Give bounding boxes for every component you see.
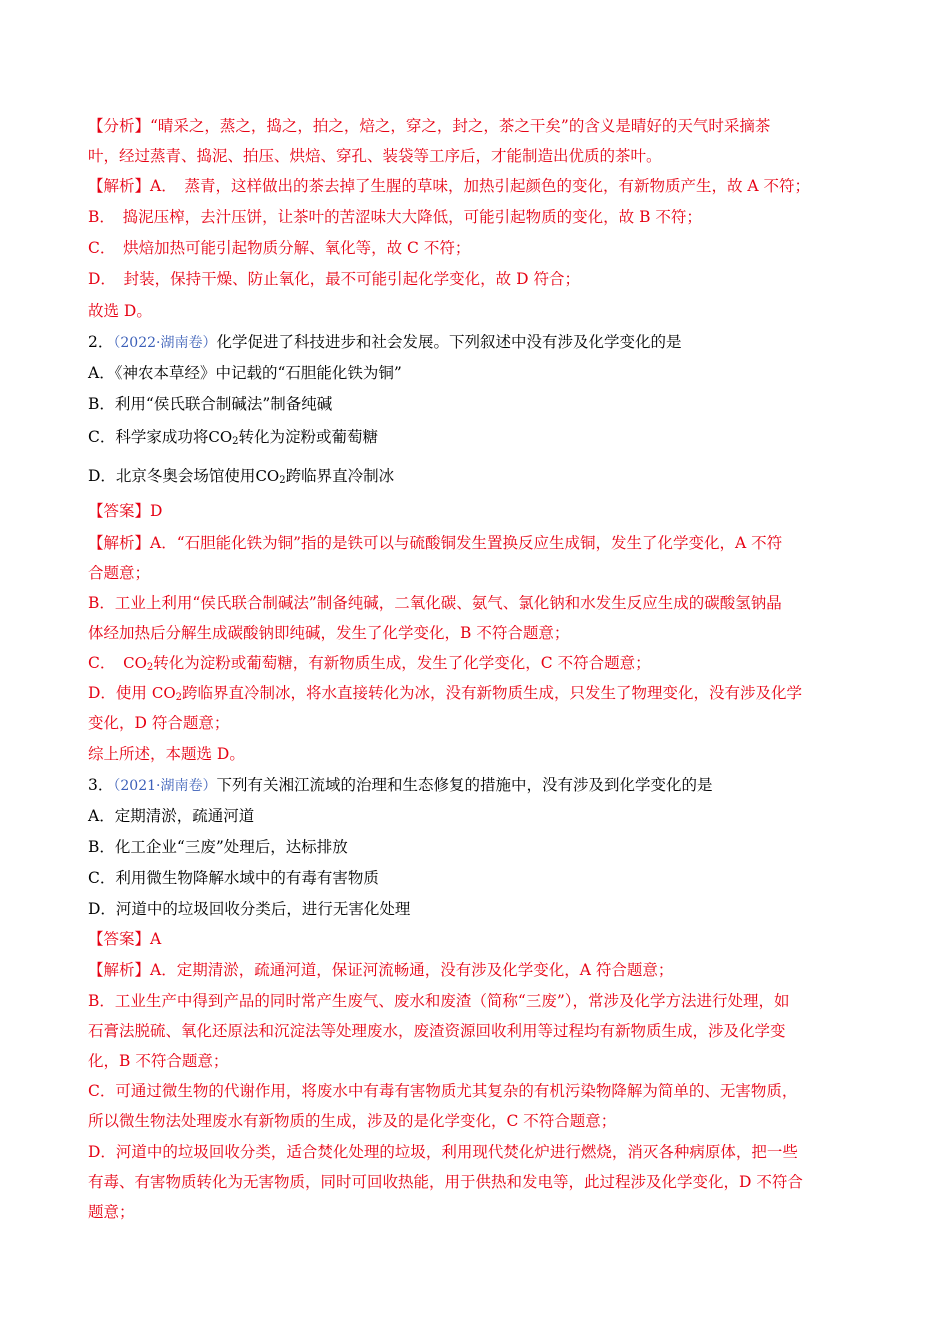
q2-explanation-d-1 — [88, 683, 862, 708]
q2-option-a: A．《神农本草经》中记载的“石胆能化铁为铜” — [88, 364, 402, 382]
question-2-stem — [88, 332, 862, 353]
q3-explanation-b-1: B．工业生产中得到产品的同时常产生废气、废水和废渣（简称“三废”），常涉及化学方法进行处理，如 — [88, 992, 790, 1010]
q3-explanation-c-1: C．可通过微生物的代谢作用，将废水中有毒有害物质尤其复杂的有机污染物降解为简单的、无害物质， — [88, 1082, 798, 1100]
question-source: （2021·湖南卷） — [113, 778, 217, 794]
q3-explanation-a: 【解析】A．定期清淤，疏通河道，保证河流畅通，没有涉及化学变化，A 符合题意； — [88, 961, 674, 979]
q2-option-c — [88, 427, 862, 452]
q3-explanation-d-1: D．河道中的垃圾回收分类，适合焚化处理的垃圾，利用现代焚化炉进行燃烧，消灭各种病原体，把一些 — [88, 1143, 798, 1161]
q2-explanation-d-2: 变化，D 符合题意； — [88, 714, 230, 732]
analysis-line-2: 叶，经过蒸青、捣泥、拍压、烘焙、穿孔、装袋等工序后，才能制造出优质的茶叶。 — [88, 147, 662, 165]
question-3-stem — [88, 775, 862, 796]
option-text: 转化为淀粉或葡萄糖 — [238, 428, 379, 446]
conclusion-line: 故选 D。 — [88, 302, 152, 320]
q3-option-a: A．定期清淤，疏通河道 — [88, 807, 255, 825]
q3-explanation-c-2: 所以微生物法处理废水有新物质的生成，涉及的是化学变化，C 不符合题意； — [88, 1112, 617, 1130]
explanation-a: 【解析】A． 蒸青，这样做出的茶去掉了生腥的草味，加热引起颜色的变化，有新物质产生，故 A 不符； — [88, 177, 810, 195]
option-text: C． — [88, 654, 124, 672]
q2-option-b: B．利用“侯氏联合制碱法”制备纯碱 — [88, 395, 333, 413]
explanation-c: C． 烘焙加热可能引起物质分解、氧化等，故 C 不符； — [88, 239, 471, 257]
analysis-line-1: 【分析】“晴采之，蒸之，捣之，拍之，焙之，穿之，封之，茶之干矣”的含义是晴好的天气时采摘茶 — [88, 117, 771, 135]
explanation-b: B． 捣泥压榨，去汁压饼，让茶叶的苦涩味大大降低，可能引起物质的变化，故 B 不符； — [88, 208, 702, 226]
q3-option-d: D．河道中的垃圾回收分类后，进行无害化处理 — [88, 900, 411, 918]
option-text: D．使用 — [88, 684, 152, 702]
question-text: 下列有关湘江流域的治理和生态修复的措施中，没有涉及到化学变化的是 — [216, 776, 713, 794]
q2-explanation-b-1: B．工业上利用“侯氏联合制碱法”制备纯碱，二氧化碳、氨气、氯化钠和水发生反应生成的碳酸氢钠晶 — [88, 594, 782, 612]
q3-explanation-d-3: 题意； — [88, 1203, 135, 1221]
q2-explanation-c — [88, 653, 862, 678]
co2-formula: $CO_2$ — [123, 654, 154, 673]
co2-formula: $CO_2$ — [208, 428, 239, 447]
option-text: D．北京冬奥会场馆使用 — [88, 467, 256, 485]
question-source: （2022·湖南卷） — [113, 335, 217, 351]
option-text: 跨临界直冷制冰 — [285, 467, 395, 485]
q3-option-c: C．利用微生物降解水域中的有毒有害物质 — [88, 869, 379, 887]
option-text: 转化为淀粉或葡萄糖，有新物质生成，发生了化学变化，C 不符合题意； — [153, 654, 651, 672]
question-number: 2． — [88, 333, 114, 351]
question-text: 化学促进了科技进步和社会发展。下列叙述中没有涉及化学变化的是 — [216, 333, 682, 351]
explanation-d: D． 封装，保持干燥、防止氧化，最不可能引起化学变化，故 D 符合； — [88, 270, 580, 288]
q2-conclusion: 综上所述，本题选 D。 — [88, 745, 245, 763]
question-number: 3． — [88, 776, 114, 794]
q3-explanation-d-2: 有毒、有害物质转化为无害物质，同时可回收热能，用于供热和发电等，此过程涉及化学变化，D 不符合 — [88, 1173, 803, 1191]
q2-answer: 【答案】D — [88, 502, 163, 520]
option-text: 跨临界直冷制冰，将水直接转化为冰，没有新物质生成，只发生了物理变化，没有涉及化学 — [182, 684, 803, 702]
q2-explanation-a-2: 合题意； — [88, 564, 151, 582]
co2-formula: $CO_2$ — [255, 467, 286, 486]
q2-explanation-a-1: 【解析】A．“石胆能化铁为铜”指的是铁可以与硫酸铜发生置换反应生成铜，发生了化学变化，A 不符 — [88, 534, 783, 552]
q3-explanation-b-3: 化，B 不符合题意； — [88, 1052, 229, 1070]
option-text: C．科学家成功将 — [88, 428, 209, 446]
q2-explanation-b-2: 体经加热后分解生成碳酸钠即纯碱，发生了化学变化，B 不符合题意； — [88, 624, 570, 642]
co2-formula: $CO_2$ — [151, 684, 183, 703]
q3-explanation-b-2: 石膏法脱硫、氧化还原法和沉淀法等处理废水，废渣资源回收利用等过程均有新物质生成，涉及化学变 — [88, 1022, 786, 1040]
q2-option-d — [88, 466, 862, 491]
q3-answer: 【答案】A — [88, 930, 162, 948]
q3-option-b: B．化工企业“三废”处理后，达标排放 — [88, 838, 348, 856]
